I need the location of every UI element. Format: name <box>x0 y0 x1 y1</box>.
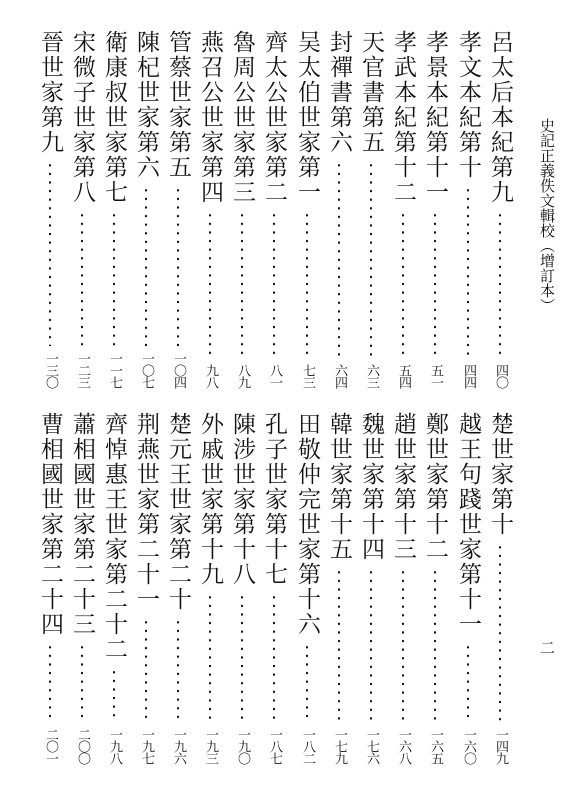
toc-entry-page-number: 一九八 <box>107 728 122 764</box>
toc-entry-page-number: 一〇四 <box>171 352 186 388</box>
toc-entry-title: 楚元王世家第二十 <box>165 412 191 612</box>
dot-leader <box>273 211 275 358</box>
toc-entry-page-number: 四〇 <box>493 364 508 388</box>
toc-entry <box>35 30 65 388</box>
dot-leader <box>81 643 83 722</box>
toc-entry <box>227 30 257 388</box>
toc-entry <box>163 412 193 764</box>
toc-entry-page-number: 六三 <box>364 364 379 388</box>
dot-leader <box>209 211 211 358</box>
dot-leader <box>177 618 179 722</box>
toc-entry-title: 曹相國世家第二十四 <box>37 412 63 637</box>
dot-leader <box>434 211 436 358</box>
toc-entry-title: 孝文本紀第十 <box>455 30 481 180</box>
toc-entry <box>356 30 386 388</box>
dot-leader <box>209 593 211 722</box>
toc-entry-page-number: 一七六 <box>364 728 379 764</box>
toc-entry-page-number: 一九三 <box>203 728 218 764</box>
toc-entry-page-number: 一一七 <box>107 352 122 388</box>
toc-entry <box>67 412 97 764</box>
dot-leader <box>402 211 404 358</box>
toc-entry-title: 田敬仲完世家第十六 <box>294 412 320 637</box>
dot-leader <box>273 593 275 722</box>
toc-entry-title: 楚世家第十 <box>487 412 513 537</box>
toc-entry-page-number: 一九七 <box>139 728 154 764</box>
toc-entry-page-number: 八一 <box>267 364 282 388</box>
toc-entry <box>131 30 161 388</box>
toc-entry-title: 蕭相國世家第二十三 <box>69 412 95 637</box>
toc-entry-title: 越王句踐世家第十一 <box>455 412 481 637</box>
toc-entry <box>67 30 97 388</box>
toc-entry-page-number: 八九 <box>235 364 250 388</box>
toc-entry-title: 鄭世家第十二 <box>422 412 448 562</box>
toc-entry <box>35 412 65 764</box>
toc-entry <box>259 30 289 388</box>
toc-entry-page-number: 五四 <box>396 364 411 388</box>
toc-entry-title: 魏世家第十四 <box>358 412 384 562</box>
toc-entry-title: 宋微子世家第八 <box>69 30 95 205</box>
toc-entry-title: 呂太后本紀第九 <box>487 30 513 205</box>
toc-entry <box>131 412 161 764</box>
toc-entry-page-number: 二〇〇 <box>75 728 90 764</box>
toc-entry-page-number: 九八 <box>203 364 218 388</box>
toc-entry-title: 趙世家第十三 <box>390 412 416 562</box>
toc-entry <box>195 412 225 764</box>
toc-entry <box>324 412 354 764</box>
toc-entry-page-number: 一三〇 <box>43 352 58 388</box>
toc-entry <box>485 412 515 764</box>
dot-leader <box>241 211 243 358</box>
toc-entry-title: 齊太公世家第二 <box>261 30 287 205</box>
toc-entry-page-number: 六四 <box>332 364 347 388</box>
toc-entry-title: 管蔡世家第五 <box>165 30 191 180</box>
toc-entry-title: 孝景本紀第十一 <box>422 30 448 205</box>
dot-leader <box>113 211 115 346</box>
dot-leader <box>467 643 469 722</box>
toc-entry-title: 晉世家第九 <box>37 30 63 155</box>
toc-entry <box>388 412 418 764</box>
toc-entry <box>99 412 129 764</box>
toc-entry <box>195 30 225 388</box>
toc-entry-title: 吴太伯世家第一 <box>294 30 320 205</box>
dot-leader <box>81 211 83 346</box>
dot-leader <box>49 643 51 722</box>
toc-entry <box>420 30 450 388</box>
dot-leader <box>306 211 308 358</box>
toc-entry-title: 燕召公世家第四 <box>197 30 223 205</box>
dot-leader <box>370 568 372 722</box>
dot-leader <box>467 186 469 358</box>
toc-entry-page-number: 一九〇 <box>235 728 250 764</box>
toc-entry-title: 魯周公世家第三 <box>229 30 255 205</box>
toc-entry-title: 外戚世家第十九 <box>197 412 223 587</box>
toc-entry <box>356 412 386 764</box>
dot-leader <box>402 568 404 722</box>
toc-entry-page-number: 二〇一 <box>43 728 58 764</box>
dot-leader <box>306 643 308 722</box>
toc-entry-page-number: 一九六 <box>171 728 186 764</box>
toc-entry <box>388 30 418 388</box>
toc-entry-page-number: 一二三 <box>75 352 90 388</box>
toc-entry-title: 荆燕世家第二十一 <box>133 412 159 612</box>
toc-entry <box>453 30 483 388</box>
dot-leader <box>113 668 115 722</box>
toc-entry-page-number: 五一 <box>428 364 443 388</box>
toc-entry-page-number: 一六八 <box>396 728 411 764</box>
toc-entry <box>485 30 515 388</box>
toc-entry <box>99 30 129 388</box>
toc-entry-title: 衛康叔世家第七 <box>101 30 127 205</box>
toc-entry-page-number: 一六〇 <box>461 728 476 764</box>
dot-leader <box>177 186 179 346</box>
dot-leader <box>145 618 147 722</box>
toc-entry-title: 孔子世家第十七 <box>261 412 287 587</box>
toc-entry-page-number: 一八七 <box>267 728 282 764</box>
dot-leader <box>241 593 243 722</box>
toc-entry-page-number: 一四九 <box>493 728 508 764</box>
toc-entry-page-number: 一八二 <box>300 728 315 764</box>
toc-entry <box>227 412 257 764</box>
toc-entry-title: 韓世家第十五 <box>326 412 352 562</box>
toc-entry-page-number: 一〇七 <box>139 352 154 388</box>
toc-entry-page-number: 一六五 <box>428 728 443 764</box>
toc-entry <box>324 30 354 388</box>
dot-leader <box>370 161 372 358</box>
toc-entry <box>292 412 322 764</box>
dot-leader <box>145 186 147 346</box>
toc-entry-title: 天官書第五 <box>358 30 384 155</box>
page-folio: 二 <box>538 640 556 655</box>
dot-leader <box>434 568 436 722</box>
dot-leader <box>338 568 340 722</box>
toc-entry-title: 孝武本紀第十二 <box>390 30 416 205</box>
dot-leader <box>499 543 501 722</box>
toc-entry <box>259 412 289 764</box>
toc-entry-title: 陳涉世家第十八 <box>229 412 255 587</box>
toc-entry-page-number: 一七九 <box>332 728 347 764</box>
toc-entry-title: 封禪書第六 <box>326 30 352 155</box>
dot-leader <box>49 161 51 346</box>
dot-leader <box>499 211 501 358</box>
toc-entry <box>453 412 483 764</box>
running-head: 史記正義佚文輯校（增訂本） <box>538 118 556 313</box>
toc-entry <box>163 30 193 388</box>
toc-entry-title: 陳杞世家第六 <box>133 30 159 180</box>
toc-entry-page-number: 四四 <box>461 364 476 388</box>
dot-leader <box>338 161 340 358</box>
toc-entry <box>292 30 322 388</box>
toc-entry-title: 齊悼惠王世家第二十二 <box>101 412 127 662</box>
toc-entry <box>420 412 450 764</box>
toc-entry-page-number: 七三 <box>300 364 315 388</box>
